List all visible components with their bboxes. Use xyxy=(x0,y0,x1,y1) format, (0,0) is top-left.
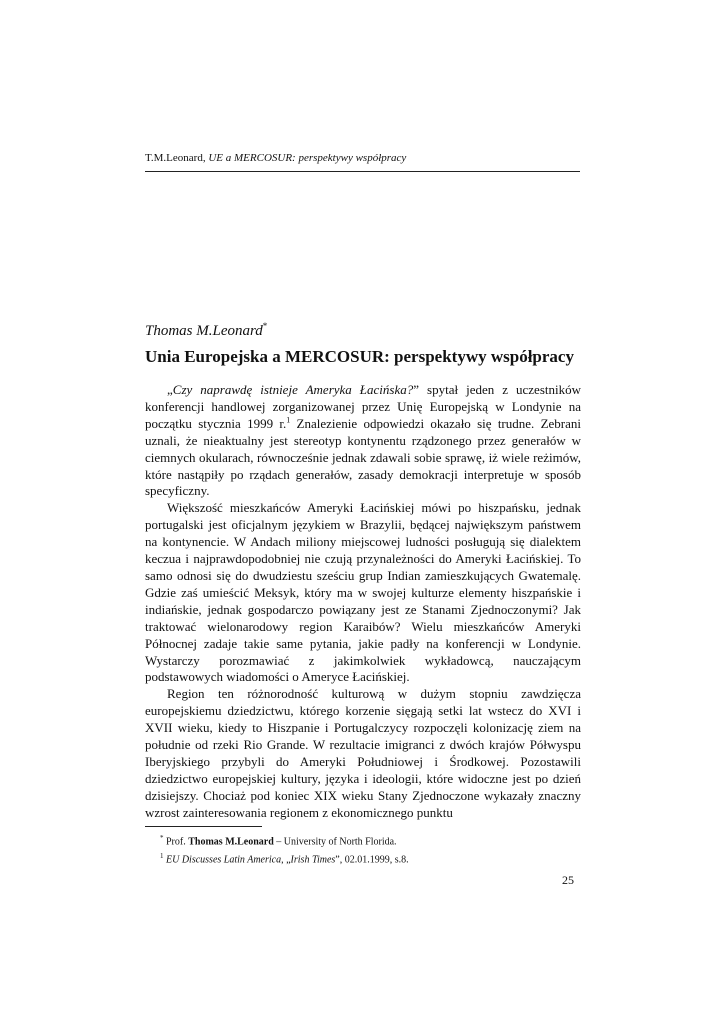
footnote-author xyxy=(160,831,580,849)
article-body xyxy=(145,382,581,822)
header-title: UE a MERCOSUR: perspektywy współpracy xyxy=(208,152,407,164)
footnote-1-rest: ”, 02.01.1999, s.8. xyxy=(335,854,409,866)
author-footnote-mark: * xyxy=(262,321,268,331)
footnote-1-paper: Irish Times xyxy=(290,854,336,866)
running-header xyxy=(145,151,580,165)
footnotes xyxy=(160,831,580,868)
paragraph-2: Większość mieszkańców Ameryki Łacińskiej mówi po hiszpańsku, jednak portugalski jest oficjalnym językiem w Brazylii, będącej największym państwem na kontynencie. W Andach miliony miejscowej ludności posługują się dialektem keczua i najprawdopodobniej nie czują przynależności do Ameryki Łacińskiej. To samo odnosi się do dwudziestu sześciu grup Indian zamieszkujących Gwatemalę. Gdzie zaś umieścić Meksyk, który ma w swojej kulturze elementy hiszpańskie i indiańskie, jednak gospodarczo powiązany jest ze Stanami Zjednoczonymi? Jak traktować wielonarodowy region Karaibów? Wielu mieszkańców Ameryki Północnej zadaje takie same pytania, jakie padły na konferencji w Londynie. Wystarczy porozmawiać z jakimkolwiek wykładowcą, nauczającym podstawowych wiadomości o Ameryce Łacińskiej. xyxy=(145,500,581,685)
header-author: T.M.Leonard, xyxy=(145,152,206,164)
footnote-author-mark: * xyxy=(160,834,164,842)
footnote-author-name: Thomas M.Leonard xyxy=(188,836,274,848)
footnote-author-affiliation: – University of North Florida. xyxy=(273,836,397,848)
open-quote: „ xyxy=(167,382,173,397)
author-name: Thomas M.Leonard xyxy=(145,323,263,339)
paragraph-1-text: ” spytał jeden z uczestników konferencji handlowej zorganizowanej przez Unię Europejską w Londynie na początku stycznia 1999 r. xyxy=(145,382,581,431)
footnote-1 xyxy=(160,849,580,867)
article-author xyxy=(145,321,267,340)
footnote-ref-1: 1 xyxy=(286,415,291,425)
quoted-question: Czy naprawdę istnieje Ameryka Łacińska? xyxy=(172,382,414,397)
article-title: Unia Europejska a MERCOSUR: perspektywy współpracy xyxy=(145,347,574,366)
footnote-1-sep: , „ xyxy=(281,854,291,866)
header-rule xyxy=(145,171,580,172)
page-number: 25 xyxy=(562,873,574,887)
paragraph-3: Region ten różnorodność kulturową w dużym stopniu zawdzięcza europejskiemu dziedzictwu, którego korzenie sięgają setki lat wstecz do XVI i XVII wieku, kiedy to Hiszpanie i Portugalczycy rozpoczęli kolonizację ziem na południe od rzeki Rio Grande. W rezultacie imigranci z dwóch krajów Półwyspu Iberyjskiego przybyli do Ameryki Południowej i Środkowej. Pozostawili dziedzictwo europejskiej kultury, języka i ideologii, które widoczne jest po dzień dzisiejszy. Chociaż pod koniec XIX wieku Stany Zjednoczone wykazały znaczny wzrost zainteresowania regionem z ekonomicznego punktu xyxy=(145,686,581,820)
footnote-author-prefix: Prof. xyxy=(163,836,189,848)
footnote-1-mark: 1 xyxy=(160,852,164,861)
paragraph-1-rest: Znalezienie odpowiedzi okazało się trudne. Zebrani uznali, że nieaktualny jest stereotyp kontynentu rządzonego przez generałów w ciemnych okularach, równocześnie jednak zdawali sobie sprawę, iż wiele reżimów, które nastąpiły po rządach generałów, zasady demokracji interpretuje w sposób specyficzny. xyxy=(145,415,581,499)
paragraph-1 xyxy=(145,382,581,500)
footnote-rule xyxy=(145,826,262,827)
footnote-1-title: EU Discusses Latin America xyxy=(163,854,282,866)
